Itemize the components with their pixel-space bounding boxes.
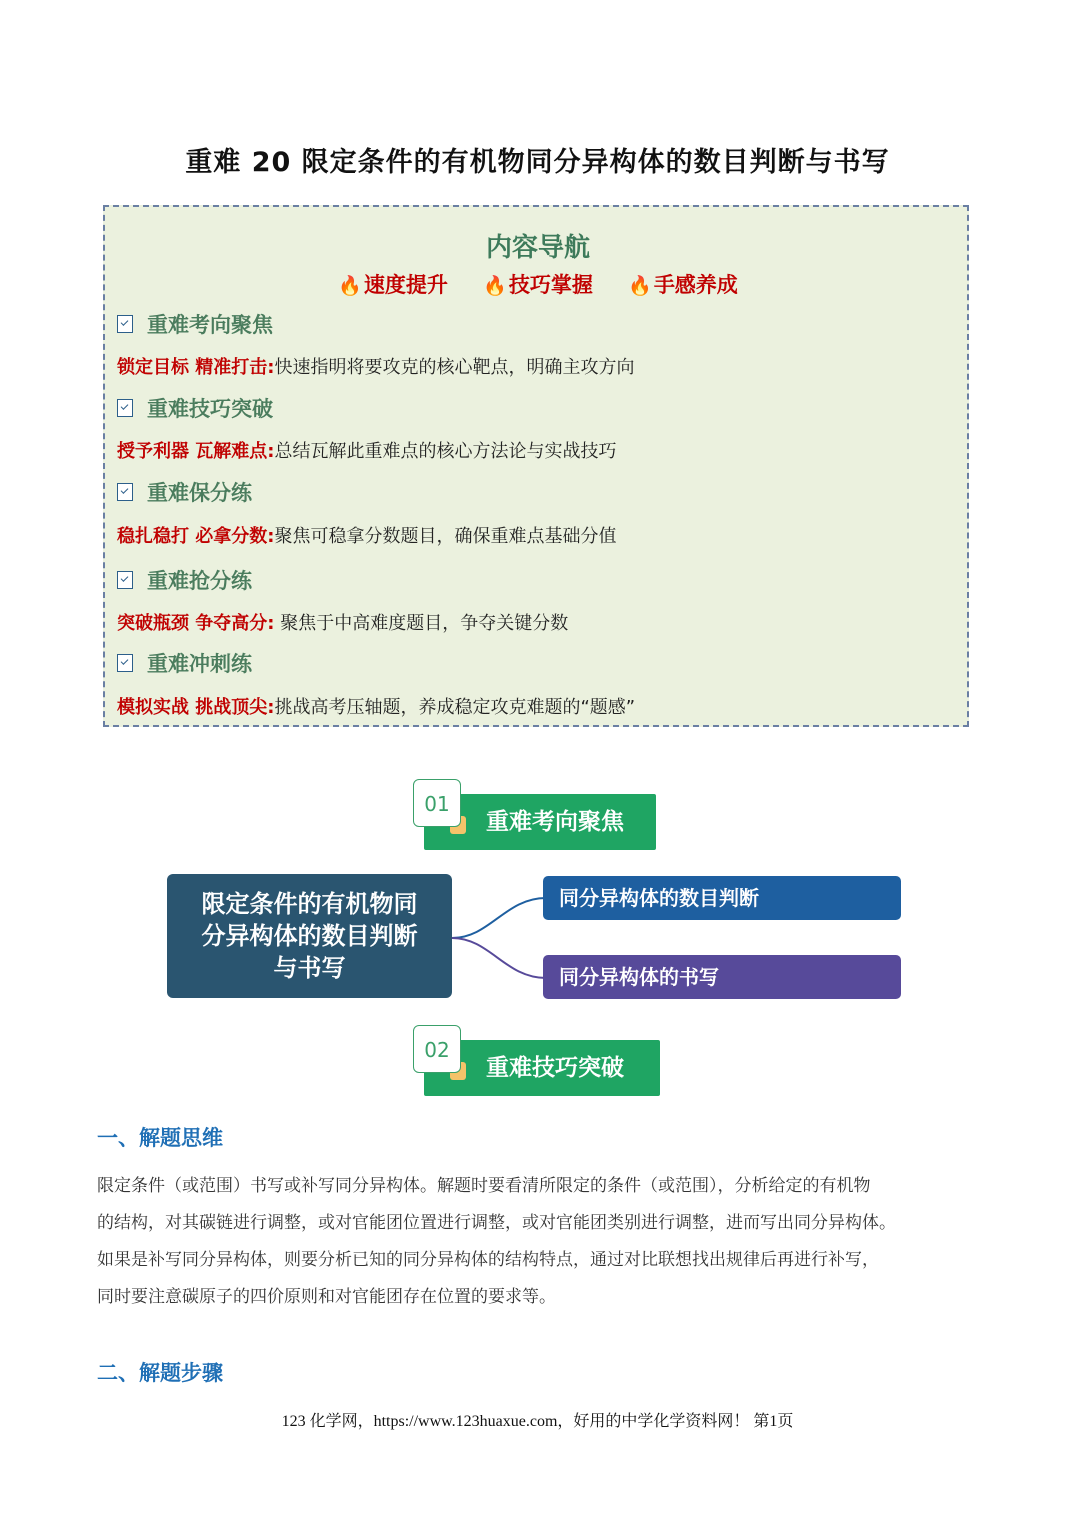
- mindmap-branch-writing: 同分异构体的书写: [543, 955, 901, 999]
- heading-thinking: 一、解题思维: [97, 1126, 223, 1150]
- heading-steps: 二、解题步骤: [97, 1361, 223, 1385]
- section-banner-2: 重难技巧突破: [424, 1040, 660, 1096]
- thinking-paragraph: 限定条件（或范围）书写或补写同分异构体。解题时要看清所限定的条件（或范围），分析给定的有机物 的结构，对其碳链进行调整，或对官能团位置进行调整，或对官能团类别进行调整，进而写出同分异构体。 如果是补写同分异构体，则要分析已知的同分异构体的结构特点，通过对比联想找出规律后再进行补写， 同时要注意碳原子的四价原则和对官能团存在位置的要求等。: [97, 1176, 896, 1307]
- fire-icon: 🔥: [483, 275, 507, 297]
- section-number-badge-2: 02: [413, 1025, 461, 1073]
- section-number-badge-1: 01: [413, 779, 461, 827]
- nav-desc-5: 模拟实战 挑战顶尖:挑战高考压轴题，养成稳定攻克难题的“题感”: [117, 697, 636, 718]
- nav-tags: [105, 269, 971, 299]
- tag-skill: 🔥技巧掌握: [483, 273, 593, 297]
- nav-section-4: 重难抢分练: [117, 565, 252, 595]
- checked-doc-icon: [117, 483, 133, 501]
- checked-doc-icon: [117, 315, 133, 333]
- nav-desc-2: 授予利器 瓦解难点:总结瓦解此重难点的核心方法论与实战技巧: [117, 441, 617, 462]
- content-navigation-box: [103, 205, 969, 727]
- nav-desc-4: 突破瓶颈 争夺高分: 聚焦于中高难度题目，争夺关键分数: [117, 613, 569, 634]
- page-title: 重难 20 限定条件的有机物同分异构体的数目判断与书写: [185, 147, 890, 178]
- section-banner-1: 重难考向聚焦: [424, 794, 656, 850]
- page-footer: 123 化学网，https://www.123huaxue.com，好用的中学化学资料网！ 第1页: [281, 1413, 794, 1430]
- tag-feel: 🔥手感养成: [628, 273, 738, 297]
- nav-desc-1: 锁定目标 精准打击:快速指明将要攻克的核心靶点，明确主攻方向: [117, 357, 635, 378]
- tag-speed: 🔥速度提升: [338, 273, 448, 297]
- nav-section-5: 重难冲刺练: [117, 648, 252, 678]
- checked-doc-icon: [117, 399, 133, 417]
- nav-heading: 内容导航: [485, 233, 590, 263]
- nav-section-1: 重难考向聚焦: [117, 309, 273, 339]
- fire-icon: 🔥: [628, 275, 652, 297]
- mindmap-root: 限定条件的有机物同 分异构体的数目判断 与书写: [167, 874, 452, 998]
- mindmap-connectors: [450, 870, 550, 1000]
- nav-section-2: 重难技巧突破: [117, 393, 273, 423]
- connector-line-2: [452, 938, 546, 978]
- fire-icon: 🔥: [338, 275, 362, 297]
- checked-doc-icon: [117, 654, 133, 672]
- checked-doc-icon: [117, 571, 133, 589]
- connector-line-1: [452, 898, 546, 938]
- mindmap-branch-count: 同分异构体的数目判断: [543, 876, 901, 920]
- nav-desc-3: 稳扎稳打 必拿分数:聚焦可稳拿分数题目，确保重难点基础分值: [117, 526, 617, 547]
- nav-section-3: 重难保分练: [117, 477, 252, 507]
